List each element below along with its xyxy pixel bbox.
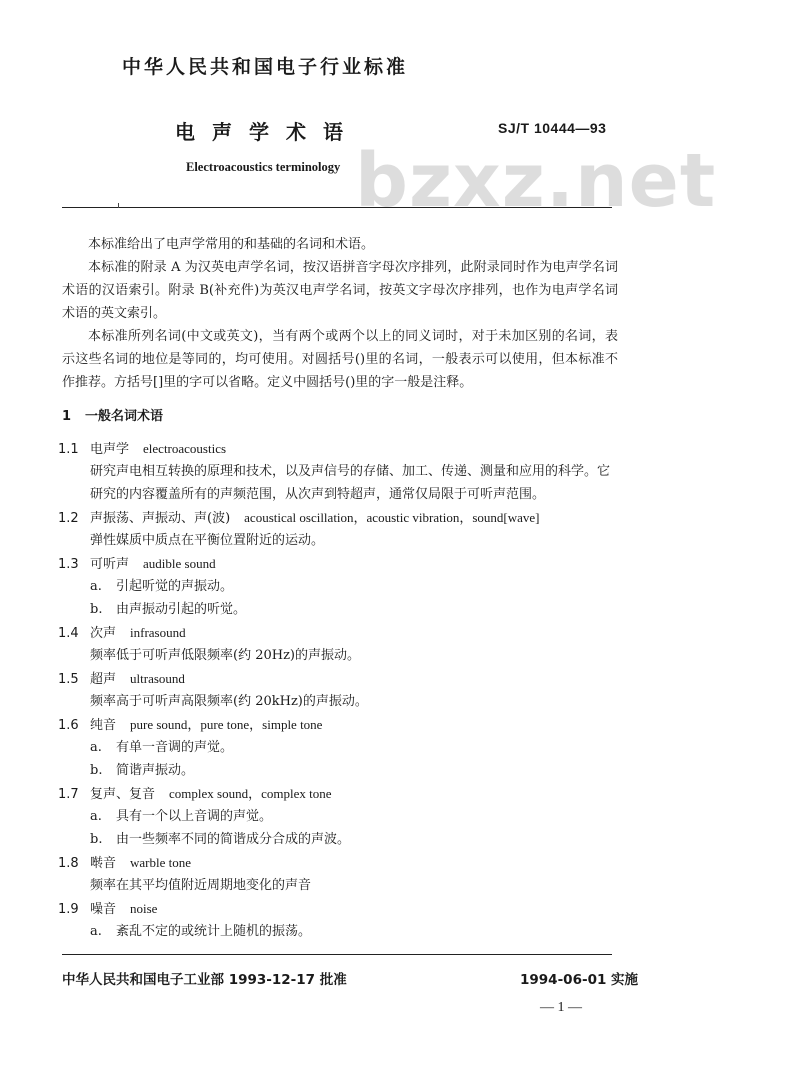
term-chinese: 次声 — [90, 626, 117, 641]
divider-tick — [118, 203, 119, 208]
term-entry — [58, 897, 618, 943]
item-text: 具有一个以上音调的声觉。 — [116, 809, 273, 824]
entry-number: 1.1 — [58, 442, 79, 457]
term-chinese: 噪音 — [90, 902, 117, 917]
term-english: acoustical oscillation，acoustic vibration，sound[wave] — [244, 510, 540, 525]
term-heading — [58, 667, 618, 690]
intro-paragraph: 本标准给出了电声学常用的和基础的名词和术语。 — [88, 237, 375, 252]
term-entry — [58, 667, 618, 713]
term-heading — [58, 506, 618, 529]
item-text: 由声振动引起的听觉。 — [116, 602, 247, 617]
term-chinese: 电声学 — [90, 442, 130, 457]
term-heading — [58, 897, 618, 920]
definition-item — [58, 598, 618, 621]
term-english: complex sound，complex tone — [169, 786, 332, 801]
definition-item — [58, 920, 618, 943]
definition-item — [58, 736, 618, 759]
term-entry — [58, 506, 618, 552]
entry-number: 1.4 — [58, 626, 79, 641]
entry-number: 1.7 — [58, 787, 79, 802]
definition-text: 弹性媒质中质点在平衡位置附近的运动。 — [90, 533, 325, 548]
item-marker: b. — [90, 763, 103, 778]
term-heading — [58, 782, 618, 805]
section-title: 一般名词术语 — [85, 409, 164, 424]
term-chinese: 啭音 — [90, 856, 117, 871]
section-number: 1 — [62, 409, 72, 424]
item-marker: a. — [90, 809, 102, 824]
entry-number: 1.2 — [58, 511, 79, 526]
definition-item — [58, 828, 618, 851]
definition-text: 频率在其平均值附近周期地变化的声音 — [90, 878, 312, 893]
item-marker: b. — [90, 832, 103, 847]
document-title: 电声学术语 — [175, 120, 360, 144]
footer-divider — [62, 954, 612, 955]
definition-item — [58, 805, 618, 828]
term-heading — [58, 552, 618, 575]
entry-number: 1.8 — [58, 856, 79, 871]
term-entry — [58, 713, 618, 782]
entry-number: 1.3 — [58, 557, 79, 572]
term-entry — [58, 552, 618, 621]
standard-type-header: 中华人民共和国电子行业标准 — [122, 56, 409, 78]
intro-paragraph: 本标准所列名词(中文或英文)，当有两个或两个以上的同义词时，对于未加区别的名词，表示这些名词的地位是等同的，均可使用。对圆括号()里的名词，一般表示可以使用，但本标准不作推荐。方括号[]里的字可以省略。定义中圆括号()里的字一般是注释。 — [62, 329, 618, 390]
approval-line: 中华人民共和国电子工业部 1993-12-17 批准 — [62, 972, 347, 988]
section-heading — [62, 405, 163, 424]
term-chinese: 复声、复音 — [90, 787, 156, 802]
item-text: 由一些频率不同的简谐成分合成的声波。 — [116, 832, 351, 847]
intro-paragraph: 本标准的附录 A 为汉英电声学名词，按汉语拼音字母次序排列，此附录同时作为电声学名词术语的汉语索引。附录 B(补充件)为英汉电声学名词，按英文字母次序排列，也作为电声学名词术语的英文索引。 — [62, 260, 618, 321]
term-english: ultrasound — [130, 671, 185, 686]
entry-number: 1.5 — [58, 672, 79, 687]
entry-number: 1.6 — [58, 718, 79, 733]
term-entry — [58, 621, 618, 667]
term-heading — [58, 851, 618, 874]
term-english: noise — [130, 901, 158, 916]
term-chinese: 纯音 — [90, 718, 117, 733]
item-marker: a. — [90, 579, 102, 594]
term-heading — [58, 621, 618, 644]
item-text: 紊乱不定的或统计上随机的振荡。 — [116, 924, 312, 939]
header-divider — [62, 207, 612, 208]
definition-text: 频率低于可听声低限频率(约 20Hz)的声振动。 — [90, 648, 361, 663]
term-list — [58, 437, 618, 943]
term-english: electroacoustics — [143, 441, 227, 456]
definition-text: 研究声电相互转换的原理和技术，以及声信号的存储、加工、传递、测量和应用的科学。它 — [90, 464, 611, 479]
item-marker: a. — [90, 740, 102, 755]
term-chinese: 超声 — [90, 672, 117, 687]
entry-number: 1.9 — [58, 902, 79, 917]
term-english: infrasound — [130, 625, 186, 640]
term-chinese: 可听声 — [90, 557, 130, 572]
term-entry — [58, 782, 618, 851]
term-heading — [58, 437, 618, 460]
definition-item — [58, 759, 618, 782]
english-title: Electroacoustics terminology — [186, 160, 341, 174]
item-text: 简谐声振动。 — [116, 763, 195, 778]
term-entry — [58, 851, 618, 897]
item-text: 引起听觉的声振动。 — [116, 579, 234, 594]
page-number: — 1 — — [540, 1000, 582, 1015]
definition-item — [58, 575, 618, 598]
item-marker: a. — [90, 924, 102, 939]
definition-text: 频率高于可听声高限频率(约 20kHz)的声振动。 — [90, 694, 368, 709]
item-marker: b. — [90, 602, 103, 617]
term-english: pure sound，pure tone，simple tone — [130, 717, 323, 732]
definition-text: 研究的内容覆盖所有的声频范围，从次声到特超声，通常仅局限于可听声范围。 — [90, 487, 546, 502]
standard-code: SJ/T 10444—93 — [498, 120, 607, 136]
term-heading — [58, 713, 618, 736]
item-text: 有单一音调的声觉。 — [116, 740, 234, 755]
effective-date: 1994-06-01 实施 — [520, 972, 639, 988]
watermark: bzxz.net — [355, 138, 717, 224]
term-chinese: 声振荡、声振动、声(波) — [90, 511, 231, 526]
term-english: audible sound — [143, 556, 216, 571]
intro-text — [62, 233, 618, 394]
term-english: warble tone — [130, 855, 192, 870]
term-entry — [58, 437, 618, 506]
